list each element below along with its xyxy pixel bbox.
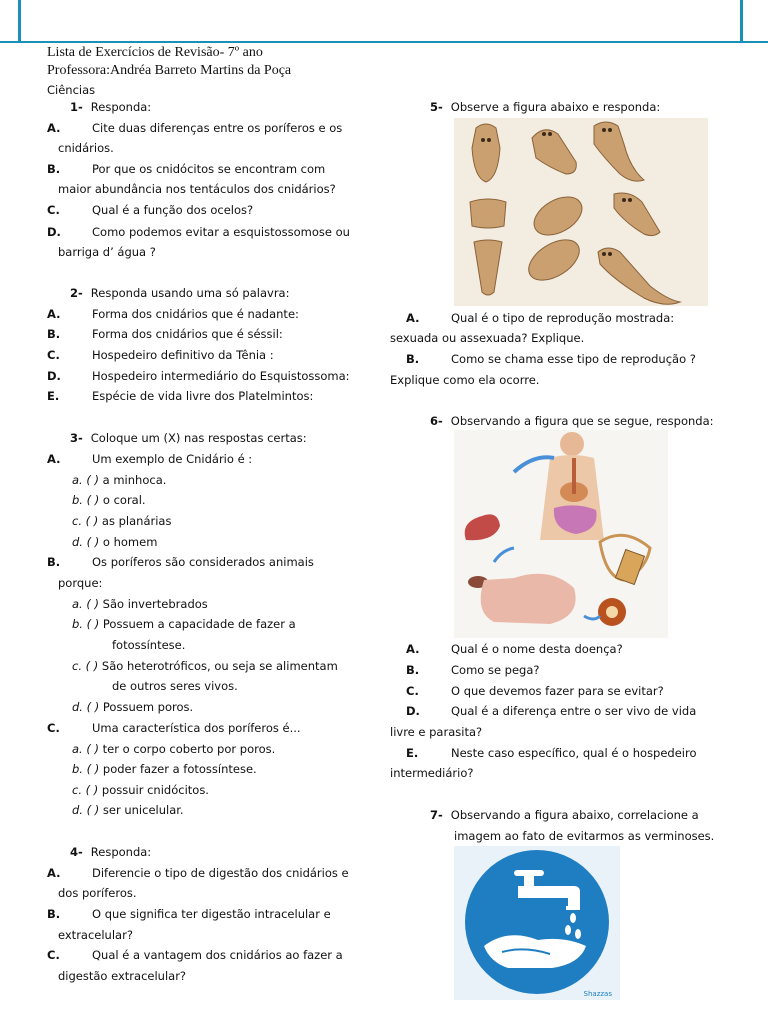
planaria-icon [470,199,506,228]
q3-c-option: d. ( ) ser unicelular. [72,803,184,817]
q1-heading: 1- Responda: [70,100,152,114]
q2-c-label: C. [47,348,60,362]
q3-heading: 3- Coloque um (X) nas respostas certas: [70,431,307,445]
q4-c-label: C. [47,948,60,962]
q2-a-text: Forma dos cnidários que é nadante: [92,307,299,321]
q6-c-label: C. [406,684,419,698]
q2-d-label: D. [47,369,61,383]
q1-d-text-cont: barriga d’ água ? [58,245,156,259]
q2-b-text: Forma dos cnidários que é séssil: [92,327,283,341]
tapeworm-cycle-figure [454,430,668,638]
q4-c-text-cont: digestão extracelular? [58,969,187,983]
q2-e-text: Espécie de vida livre dos Platelmintos: [92,389,314,403]
q6-a-label: A. [406,642,420,656]
q4-b-text: O que significa ter digestão intracelular e [92,907,331,921]
page-top-border [0,0,768,42]
q5-a-text-cont: sexuada ou assexuada? Explique. [390,331,585,345]
q5-a-label: A. [406,311,420,325]
q2-c-text: Hospedeiro definitivo da Tênia : [92,348,274,362]
q6-e-text-cont: intermediário? [390,766,474,780]
q4-heading: 4- Responda: [70,845,152,859]
brand-label: Shazzas [583,990,612,998]
q3-b-option-cont: fotossíntese. [112,638,186,652]
wash-hands-figure [454,846,620,1000]
header-subject: Ciências [47,83,96,97]
q6-e-text: Neste caso específico, qual é o hospedeiro [451,746,697,760]
q4-c-text: Qual é a vantagem dos cnidários ao fazer a [92,948,343,962]
q6-a-text: Qual é o nome desta doença? [451,642,623,656]
q2-a-label: A. [47,307,61,321]
q3-c-option: a. ( ) ter o corpo coberto por poros. [72,742,276,756]
q1-d-text: Como podemos evitar a esquistossomose ou [92,225,350,239]
q3-c-text: Uma característica dos poríferos é... [92,721,301,735]
q3-b-label: B. [47,555,61,569]
q3-b-option: a. ( ) São invertebrados [72,597,208,611]
q1-b-label: B. [47,162,61,176]
left-border-line [18,0,21,42]
q3-a-label: A. [47,452,61,466]
header-teacher: Professora:Andréa Barreto Martins da Poça [47,63,292,78]
q3-b-option: c. ( ) São heterotróficos, ou seja se alimentam [72,659,338,673]
q5-a-text: Qual é o tipo de reprodução mostrada: [451,311,675,325]
q1-a-label: A. [47,121,61,135]
q7-heading: 7- Observando a figura abaixo, correlacione a [430,808,699,822]
right-border-line [740,0,743,42]
pig-icon [481,574,576,624]
q3-a-option: a. ( ) a minhoca. [72,473,167,487]
q3-c-option: c. ( ) possuir cnidócitos. [72,783,209,797]
q5-b-text-cont: Explique como ela ocorre. [390,373,540,387]
q2-b-label: B. [47,327,61,341]
q4-b-text-cont: extracelular? [58,928,133,942]
q6-d-text-cont: livre e parasita? [390,725,483,739]
q1-d-label: D. [47,225,61,239]
q3-a-option: c. ( ) as planárias [72,514,172,528]
q3-b-option-cont: de outros seres vivos. [112,679,238,693]
header-title: Lista de Exercícios de Revisão- 7º ano [47,45,263,60]
q3-c-label: C. [47,721,60,735]
q6-d-label: D. [406,704,420,718]
q5-b-label: B. [406,352,420,366]
q6-e-label: E. [406,746,419,760]
q3-b-text-cont: porque: [58,576,103,590]
q3-a-option: d. ( ) o homem [72,535,158,549]
q6-c-text: O que devemos fazer para se evitar? [451,684,664,698]
q1-b-text: Por que os cnidócitos se encontram com [92,162,326,176]
top-border-line [0,41,768,43]
q4-b-label: B. [47,907,61,921]
q3-b-text: Os poríferos são considerados animais [92,555,314,569]
q4-a-text: Diferencie o tipo de digestão dos cnidários e [92,866,349,880]
q4-a-text-cont: dos poríferos. [58,886,137,900]
q6-d-text: Qual é a diferença entre o ser vivo de vida [451,704,697,718]
q3-c-option: b. ( ) poder fazer a fotossíntese. [72,762,257,776]
q7-text-cont: imagem ao fato de evitarmos as verminoses. [454,829,715,843]
q6-heading: 6- Observando a figura que se segue, responda: [430,414,714,428]
q2-heading: 2- Responda usando uma só palavra: [70,286,290,300]
q3-b-option: d. ( ) Possuem poros. [72,700,194,714]
q3-a-option: b. ( ) o coral. [72,493,146,507]
q1-c-label: C. [47,203,60,217]
q1-c-text: Qual é a função dos ocelos? [92,203,254,217]
q6-b-text: Como se pega? [451,663,540,677]
q1-b-text-cont: maior abundância nos tentáculos dos cnidários? [58,182,336,196]
q3-b-option: b. ( ) Possuem a capacidade de fazer a [72,617,296,631]
q5-heading: 5- Observe a figura abaixo e responda: [430,100,661,114]
q2-e-label: E. [47,389,60,403]
q4-a-label: A. [47,866,61,880]
q6-b-label: B. [406,663,420,677]
q1-a-text: Cite duas diferenças entre os poríferos e os [92,121,343,135]
planaria-figure [454,118,708,306]
q2-d-text: Hospedeiro intermediário do Esquistossoma: [92,369,350,383]
q3-a-text: Um exemplo de Cnidário é : [92,452,253,466]
q1-a-text-cont: cnidários. [58,141,114,155]
q5-b-text: Como se chama esse tipo de reprodução ? [451,352,696,366]
